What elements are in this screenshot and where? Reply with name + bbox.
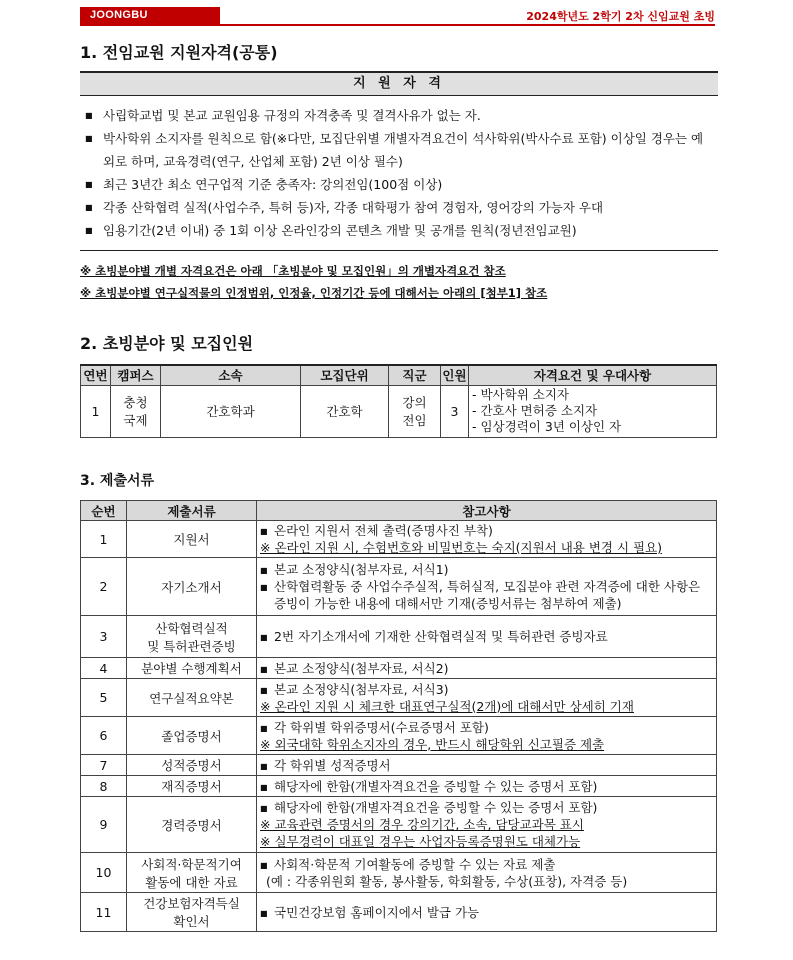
doc-notes <box>257 797 717 853</box>
qualification-item: ■ 박사학위 소지자를 원칙으로 함(※다만, 모집단위별 개별자격요건이 석사학위(박사수료 포함) 이상일 경우는 예외로 하며, 교육경력(연구, 산업체 포함) 2년 이상 필수) <box>85 127 715 173</box>
doc-note: ■ 해당자에 한함(개별자격요건을 증빙할 수 있는 증명서 포함) <box>260 778 713 795</box>
doc-note: ■ 해당자에 한함(개별자격요건을 증빙할 수 있는 증명서 포함) <box>260 799 713 816</box>
recruit-title: 2024학년도 2학기 2차 신임교원 초빙 <box>526 10 715 23</box>
doc-note: ■ 산학협력활동 중 사업수주실적, 특허실적, 모집분야 관련 자격증에 대한 사항은 증빙이 가능한 내용에 대해서만 기재(증빙서류는 첨부하여 제출) <box>260 578 713 612</box>
doc-note: ■ 온라인 지원서 전체 출력(증명사진 부착) <box>260 522 713 539</box>
section1-title: 1. 전임교원 지원자격(공통) <box>80 43 278 62</box>
doc-number: 11 <box>81 893 127 932</box>
table-header-cell: 캠퍼스 <box>111 365 161 385</box>
requirements-cell <box>469 385 717 437</box>
table-row <box>81 616 717 658</box>
table-row <box>81 521 717 558</box>
table-row <box>81 679 717 717</box>
table-row <box>81 558 717 616</box>
table-row <box>81 755 717 776</box>
doc-note: ■ 2번 자기소개서에 기재한 산학협력실적 및 특허관련 증빙자료 <box>260 628 713 645</box>
doc-note: ※ 실무경력이 대표일 경우는 사업자등록증명원도 대체가능 <box>260 834 581 849</box>
table-header-cell: 참고사항 <box>257 501 717 521</box>
qualification-item: ■ 각종 산학협력 실적(사업수주, 특허 등)자, 각종 대학평가 참여 경험자, 영어강의 가능자 우대 <box>85 196 715 219</box>
table-row <box>81 853 717 893</box>
table-header-cell: 모집단위 <box>301 365 389 385</box>
doc-notes <box>257 558 717 616</box>
doc-note: ■ 사회적·학문적 기여활동에 증빙할 수 있는 자료 제출 <box>260 856 713 873</box>
row-number: 1 <box>81 385 111 437</box>
doc-notes <box>257 658 717 679</box>
doc-note: ※ 외국대학 학위소지자의 경우, 반드시 해당학위 신고필증 제출 <box>260 736 605 752</box>
unit-cell: 간호학 <box>301 385 389 437</box>
doc-name: 경력증명서 <box>127 797 257 853</box>
doc-name: 분야별 수행계획서 <box>127 658 257 679</box>
doc-note: ※ 온라인 지원 시, 수험번호와 비밀번호는 숙지(지원서 내용 변경 시 필요) <box>260 540 663 555</box>
campus-cell: 충청 국제 <box>111 385 161 437</box>
doc-number: 6 <box>81 717 127 755</box>
doc-name: 자기소개서 <box>127 558 257 616</box>
doc-number: 4 <box>81 658 127 679</box>
qualification-item: ■ 임용기간(2년 이내) 중 1회 이상 온라인강의 콘텐츠 개발 및 공개를 원칙(정년전임교원) <box>85 219 715 242</box>
doc-name: 사회적·학문적기여 활동에 대한 자료 <box>127 853 257 893</box>
header-divider <box>80 24 715 26</box>
doc-notes <box>257 679 717 717</box>
table-header-cell: 자격요건 및 우대사항 <box>469 365 717 385</box>
doc-name: 지원서 <box>127 521 257 558</box>
doc-name: 재직증명서 <box>127 776 257 797</box>
doc-name: 성적증명서 <box>127 755 257 776</box>
doc-note: ■ 본교 소정양식(첨부자료, 서식1) <box>260 561 713 578</box>
doc-note: ■ 본교 소정양식(첨부자료, 서식2) <box>260 660 713 677</box>
qualification-list <box>85 104 715 242</box>
doc-number: 2 <box>81 558 127 616</box>
table-row <box>81 776 717 797</box>
doc-note: (예 : 각종위원회 활동, 봉사활동, 학회활동, 수상(표창), 자격증 등) <box>266 873 628 889</box>
headcount-cell: 3 <box>441 385 469 437</box>
doc-note: ※ 온라인 지원 시 체크한 대표연구실적(2개)에 대해서만 상세히 기재 <box>260 698 634 714</box>
requirements-list <box>472 387 713 435</box>
doc-note: ■ 각 학위별 학위증명서(수료증명서 포함) <box>260 719 713 736</box>
doc-number: 7 <box>81 755 127 776</box>
doc-note: ■ 국민건강보험 홈페이지에서 발급 가능 <box>260 904 713 921</box>
doc-notes <box>257 893 717 932</box>
qualification-item: ■ 사립학교법 및 본교 교원임용 규정의 자격충족 및 결격사유가 없는 자. <box>85 104 715 127</box>
qualification-box-bottom <box>80 250 718 251</box>
doc-notes <box>257 521 717 558</box>
doc-number: 3 <box>81 616 127 658</box>
doc-number: 9 <box>81 797 127 853</box>
doc-note: ■ 각 학위별 성적증명서 <box>260 757 713 774</box>
doc-notes <box>257 616 717 658</box>
section3-title: 3. 제출서류 <box>80 473 155 489</box>
qualification-item: ■ 최근 3년간 최소 연구업적 기준 충족자: 강의전임(100점 이상) <box>85 173 715 196</box>
job-type-cell: 강의 전임 <box>389 385 441 437</box>
table-header-cell: 연번 <box>81 365 111 385</box>
table-row <box>81 893 717 932</box>
doc-note: ※ 교육관련 증명서의 경우 강의기간, 소속, 담당교과목 표시 <box>260 817 584 832</box>
doc-notes <box>257 755 717 776</box>
recruitment-table <box>80 364 717 438</box>
doc-name: 연구실적요약본 <box>127 679 257 717</box>
table-header-cell: 소속 <box>161 365 301 385</box>
note-research-recognition: ※ 초빙분야별 연구실적물의 인정범위, 인정율, 인정기간 등에 대해서는 아래의 [첨부1] 참조 <box>80 286 548 300</box>
requirement-item: - 임상경력이 3년 이상인 자 <box>472 419 622 434</box>
doc-notes <box>257 717 717 755</box>
section2-title: 2. 초빙분야 및 모집인원 <box>80 334 254 353</box>
doc-number: 5 <box>81 679 127 717</box>
doc-notes <box>257 776 717 797</box>
note-individual-requirements: ※ 초빙분야별 개별 자격요건은 아래 「초빙분야 및 모집인원」의 개별자격요건 참조 <box>80 264 506 278</box>
table-header-cell: 직군 <box>389 365 441 385</box>
doc-number: 10 <box>81 853 127 893</box>
doc-number: 8 <box>81 776 127 797</box>
doc-notes <box>257 853 717 893</box>
doc-number: 1 <box>81 521 127 558</box>
qualification-box-title: 지 원 자 격 <box>80 71 718 96</box>
doc-name: 건강보험자격득실 확인서 <box>127 893 257 932</box>
table-row <box>81 717 717 755</box>
table-header-cell: 순번 <box>81 501 127 521</box>
table-row <box>81 797 717 853</box>
department-cell: 간호학과 <box>161 385 301 437</box>
table-header-cell: 제출서류 <box>127 501 257 521</box>
documents-table <box>80 500 717 932</box>
table-row <box>81 385 717 437</box>
requirement-item: - 간호사 면허증 소지자 <box>472 403 598 418</box>
table-header-cell: 인원 <box>441 365 469 385</box>
doc-name: 산학협력실적 및 특허관련증빙 <box>127 616 257 658</box>
doc-note: ■ 본교 소정양식(첨부자료, 서식3) <box>260 681 713 698</box>
university-name: JOONGBU UNIVERSITY <box>80 7 220 24</box>
doc-name: 졸업증명서 <box>127 717 257 755</box>
table-row <box>81 658 717 679</box>
requirement-item: - 박사학위 소지자 <box>472 387 569 402</box>
